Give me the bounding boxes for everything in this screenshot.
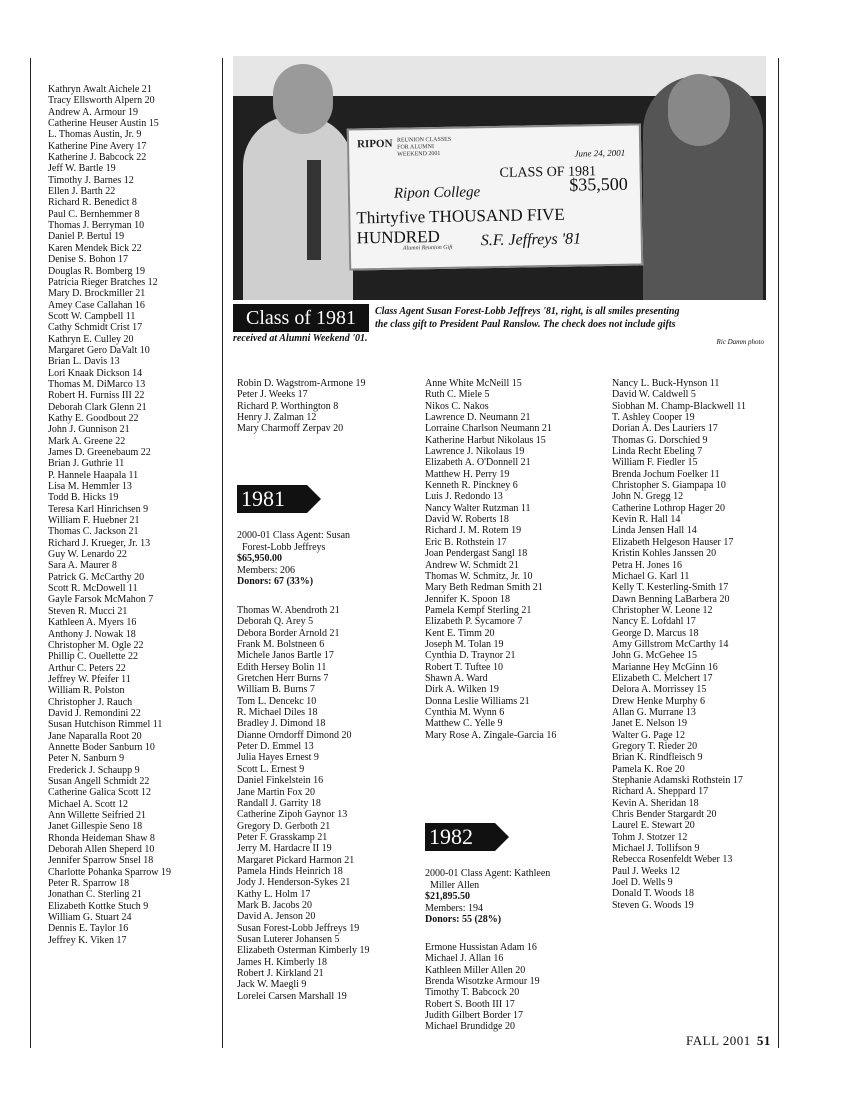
- donor-name: Catherine Lothrop Hager 20: [612, 502, 726, 514]
- donor-name: Susan Forest-Lobb Jeffreys 19: [237, 922, 360, 934]
- donor-name: William F. Fiedler 15: [612, 457, 698, 469]
- donor-name: Eric B. Rothstein 17: [425, 536, 507, 548]
- donor-name: Kathleen Miller Allen 20: [425, 964, 526, 976]
- donor-name: Luis J. Redondo 13: [425, 491, 503, 503]
- donor-name: Siobhan M. Champ-Blackwell 11: [612, 400, 747, 412]
- donor-name: Mark A. Greene 22: [48, 435, 126, 447]
- donor-name: Pamela Hinds Heinrich 18: [237, 865, 343, 877]
- donor-name: Jack W. Maegli 9: [237, 979, 307, 991]
- donor-name: Jennifer Sparrow Snsel 18: [48, 855, 154, 867]
- donor-name: P. Hannele Haapala 11: [48, 469, 139, 481]
- donor-name: Jane Naparalla Root 20: [48, 730, 142, 742]
- donor-name: Matthew H. Perry 19: [425, 468, 510, 480]
- donor-name: Lorelei Carsen Marshall 19: [237, 990, 347, 1002]
- donor-name: Frank M. Bolstneen 6: [237, 639, 325, 651]
- donor-name: Allan G. Murrane 13: [612, 706, 696, 718]
- donor-name: Scott W. Campbell 11: [48, 310, 136, 322]
- donor-name: Amey Case Callahan 16: [48, 299, 145, 311]
- donor-name: Dianne Orndorff Dimond 20: [237, 729, 352, 741]
- donor-name: Timothy J. Barnes 12: [48, 174, 134, 186]
- donor-name: Nikos C. Nakos: [425, 400, 489, 412]
- donor-name: Deborah Clark Glenn 21: [48, 401, 147, 413]
- donor-name: Laurel E. Stewart 20: [612, 820, 695, 832]
- column-3-bottom-list: [425, 942, 603, 1033]
- column-1-donor-list: [48, 84, 216, 946]
- donor-name: Richard A. Sheppard 17: [612, 786, 709, 798]
- donor-name: Lawrence J. Nikolaus 19: [425, 446, 525, 458]
- donor-name: Donald T. Woods 18: [612, 888, 694, 900]
- donor-name: Robert S. Booth III 17: [425, 998, 515, 1010]
- donor-name: David A. Jenson 20: [237, 911, 316, 923]
- donor-name: Kevin R. Hall 14: [612, 514, 681, 526]
- donor-name: Gayle Farsok McMahon 7: [48, 594, 154, 606]
- caption-line-3: received at Alumni Weekend '01.: [233, 333, 368, 344]
- donor-name: Mark B. Jacobs 20: [237, 899, 312, 911]
- donor-name: Jeffrey W. Pfeifer 11: [48, 673, 131, 685]
- class-1981-agent-info: 2000-01 Class Agent: Susan Forest-Lobb Jeffreys $65,950.00 Members: 206 Donors: 67 (33%): [237, 530, 351, 587]
- column-4-donor-list: [612, 378, 772, 911]
- donor-name: Brenda Wisotzke Armour 19: [425, 976, 540, 988]
- donor-name: Kristin Kohles Janssen 20: [612, 548, 717, 560]
- donor-name: Annette Boder Sanburn 10: [48, 741, 155, 753]
- donor-name: Gregory D. Gerboth 21: [237, 820, 331, 832]
- donor-name: James H. Kimberly 18: [237, 956, 327, 968]
- donor-name: Elizabeth Helgeson Hauser 17: [612, 536, 734, 548]
- donor-name: Edith Hersey Bolin 11: [237, 661, 327, 673]
- check-college: Ripon College: [393, 184, 481, 202]
- donor-name: David W. Roberts 18: [425, 514, 509, 526]
- donor-name: Robert H. Furniss III 22: [48, 390, 145, 402]
- donor-name: Robert T. Tuftee 10: [425, 661, 503, 673]
- donor-name: Judith Gilbert Border 17: [425, 1010, 524, 1022]
- donor-name: Elizabeth C. Melchert 17: [612, 672, 713, 684]
- donor-name: Christopher W. Leone 12: [612, 604, 713, 616]
- donor-name: Douglas R. Bomberg 19: [48, 265, 146, 277]
- donor-name: Thomas C. Jackson 21: [48, 526, 139, 538]
- left-column-rule: [30, 58, 31, 1048]
- donor-name: Deborah Q. Arey 5: [237, 616, 314, 628]
- donor-name: Kathleen A. Myers 16: [48, 617, 137, 629]
- donor-name: Steven R. Mucci 21: [48, 605, 128, 617]
- donor-name: Pamela Kempf Sterling 21: [425, 604, 532, 616]
- donor-name: Rhonda Heideman Shaw 8: [48, 832, 155, 844]
- donor-name: Nancy Walter Rutzman 11: [425, 502, 531, 514]
- column-2-top-list: [237, 378, 412, 435]
- check-logo: RIPON: [356, 137, 393, 151]
- donor-name: David J. Remondini 22: [48, 707, 141, 719]
- donor-name: Arthur C. Peters 22: [48, 662, 126, 674]
- donor-name: Michele Janos Bartle 17: [237, 650, 334, 662]
- donor-name: Kelly T. Kesterling-Smith 17: [612, 582, 729, 594]
- donor-name: Thomas M. DiMarco 13: [48, 378, 146, 390]
- class-1982-agent-info: 2000-01 Class Agent: Kathleen Miller Allen $21,895.50 Members: 194 Donors: 55 (28%): [425, 868, 551, 925]
- donor-name: Tohm J. Stotzer 12: [612, 831, 688, 843]
- donor-name: Donna Leslie Williams 21: [425, 695, 530, 707]
- donor-name: Linda Recht Ebeling 7: [612, 446, 703, 458]
- donor-name: Denise S. Bohon 17: [48, 254, 128, 266]
- donor-name: Peter N. Sanburn 9: [48, 753, 125, 765]
- caption-line-2: the class gift to President Paul Ranslow. The check does not include gifts: [375, 319, 676, 330]
- donor-name: Mary Beth Redman Smith 21: [425, 582, 543, 594]
- donor-name: Patrick G. McCarthy 20: [48, 571, 145, 583]
- donor-name: Joan Pendergast Sangl 18: [425, 548, 528, 560]
- donor-name: Susan Hutchison Rimmel 11: [48, 719, 163, 731]
- donor-name: Kathryn Awalt Aichele 21: [48, 84, 152, 95]
- donor-name: Michael J. Tollifson 9: [612, 843, 700, 855]
- donor-name: Randall J. Garrity 18: [237, 797, 321, 809]
- donor-name: David W. Caldwell 5: [612, 389, 696, 401]
- oversized-check: [347, 123, 643, 270]
- donor-name: Peter F. Grasskamp 21: [237, 831, 328, 843]
- donor-name: Kenneth R. Pinckney 6: [425, 480, 518, 492]
- check-header: REUNION CLASSES FOR ALUMNI WEEKEND 2001: [396, 136, 452, 158]
- donor-name: John G. McGehee 15: [612, 650, 697, 662]
- donor-name: Michael G. Karl 11: [612, 570, 690, 582]
- donor-name: Robin D. Wagstrom-Armone 19: [237, 378, 366, 389]
- donor-name: Gretchen Herr Burns 7: [237, 673, 329, 685]
- donor-name: Marianne Hey McGinn 16: [612, 661, 718, 673]
- donor-name: Dawn Benning LaBarbera 20: [612, 593, 730, 605]
- donor-name: John J. Gunnison 21: [48, 424, 130, 436]
- donor-name: Catherine Zipoh Gaynor 13: [237, 809, 348, 821]
- donor-name: Richard R. Benedict 8: [48, 197, 137, 209]
- donor-name: James D. Greenebaum 22: [48, 447, 151, 458]
- year-1982-tag: 1982: [425, 823, 495, 851]
- donor-name: Christopher J. Rauch: [48, 696, 133, 708]
- donor-name: T. Ashley Cooper 19: [612, 412, 695, 424]
- donor-name: Lorraine Charlson Neumann 21: [425, 423, 552, 435]
- donor-name: Guy W. Lenardo 22: [48, 549, 127, 561]
- donor-name: Mary Charmoff Zerpav 20: [237, 423, 344, 435]
- donor-name: William R. Polston: [48, 685, 125, 697]
- donor-name: Brian J. Guthrie 11: [48, 458, 125, 470]
- donor-name: Debora Border Arnold 21: [237, 627, 340, 639]
- donor-name: Jeff W. Bartle 19: [48, 163, 116, 175]
- donor-name: Ruth C. Miele 5: [425, 389, 490, 401]
- donor-name: Andrew A. Armour 19: [48, 106, 138, 118]
- donor-name: Frederick J. Schaupp 9: [48, 764, 140, 776]
- donor-name: Joel D. Wells 9: [612, 877, 673, 889]
- donor-name: Kathy E. Goodbout 22: [48, 412, 139, 424]
- donor-name: Elizabeth A. O'Donnell 21: [425, 457, 531, 469]
- donor-name: Gregory T. Rieder 20: [612, 741, 698, 752]
- donor-name: Jerry M. Hardacre II 19: [237, 843, 332, 855]
- check-memo: Alumni Reunion Gift: [402, 244, 453, 252]
- donor-name: Scott R. McDowell 11: [48, 583, 138, 595]
- photo-credit: Ric Damm photo: [716, 338, 764, 346]
- donor-name: Catherine Galica Scott 12: [48, 787, 152, 799]
- photo-caption: [233, 300, 766, 350]
- donor-name: Drew Henke Murphy 6: [612, 695, 706, 707]
- donor-name: Lawrence D. Neumann 21: [425, 412, 531, 424]
- donor-name: Kevin A. Sheridan 18: [612, 797, 699, 809]
- donor-name: Elizabeth P. Sycamore 7: [425, 616, 523, 628]
- donor-name: Steven G. Woods 19: [612, 899, 694, 911]
- donor-name: Jeffrey K. Viken 17: [48, 934, 127, 946]
- caption-line-1: Class Agent Susan Forest-Lobb Jeffreys '81, right, is all smiles presenting: [375, 306, 680, 317]
- donor-name: Dirk A. Wilken 19: [425, 684, 499, 696]
- donor-name: Walter G. Page 12: [612, 729, 686, 741]
- column-3-top-list: [425, 378, 603, 741]
- donor-name: Jane Martin Fox 20: [237, 786, 316, 798]
- donor-name: Susan Luterer Johansen 5: [237, 933, 340, 945]
- donor-name: Petra H. Jones 16: [612, 559, 682, 571]
- photo-tie: [307, 160, 321, 260]
- donor-name: Michael A. Scott 12: [48, 798, 128, 810]
- donor-name: Phillip C. Ouellette 22: [48, 651, 138, 663]
- donor-name: Ellen J. Barth 22: [48, 186, 116, 198]
- donor-name: Thomas W. Abendroth 21: [237, 605, 340, 616]
- photo-person-left: [243, 116, 353, 300]
- donor-name: Brenda Jochum Foelker 11: [612, 468, 720, 480]
- column-2-donor-list: [237, 605, 417, 1002]
- donor-name: Julia Hayes Ernest 9: [237, 752, 319, 764]
- donor-name: Nancy L. Buck-Hynson 11: [612, 378, 720, 389]
- donor-name: Robert J. Kirkland 21: [237, 968, 324, 979]
- donor-name: Amy Gillstrom McCarthy 14: [612, 638, 729, 650]
- donor-name: Katherine J. Babcock 22: [48, 152, 147, 164]
- donor-name: Thomas G. Dorschied 9: [612, 434, 708, 446]
- donor-name: William B. Burns 7: [237, 684, 315, 696]
- donor-name: Christopher S. Giampapa 10: [612, 480, 726, 492]
- donor-name: Tom L. Dencekc 10: [237, 695, 317, 707]
- donor-name: Ermone Hussistan Adam 16: [425, 942, 537, 953]
- donor-name: R. Michael Diles 18: [237, 707, 318, 719]
- donor-name: Paul C. Bernhemmer 8: [48, 208, 140, 220]
- donor-name: Brian K. Rindfleisch 9: [612, 752, 703, 764]
- donor-name: Susan Angell Schmidt 22: [48, 775, 150, 787]
- donor-name: Thomas J. Berryman 10: [48, 220, 145, 232]
- page-number: 51: [756, 1033, 771, 1048]
- donor-name: Timothy T. Babcock 20: [425, 987, 520, 999]
- donor-name: Patricia Rieger Bratches 12: [48, 276, 158, 288]
- class-of-1981-tag: Class of 1981: [233, 304, 369, 332]
- donor-name: Cynthia D. Traynor 21: [425, 650, 516, 662]
- photo-person-left-head: [273, 64, 333, 134]
- donor-name: Deborah Allen Sheperd 10: [48, 844, 155, 856]
- donor-name: William G. Stuart 24: [48, 912, 132, 924]
- donor-name: L. Thomas Austin, Jr. 9: [48, 129, 142, 141]
- donor-name: Sara A. Maurer 8: [48, 560, 117, 572]
- check-amount: $35,500: [569, 173, 628, 195]
- donor-name: Matthew C. Yelle 9: [425, 718, 503, 730]
- donor-name: Peter R. Sparrow 18: [48, 878, 130, 890]
- donor-name: Peter J. Weeks 17: [237, 389, 308, 401]
- donor-name: Christopher M. Ogle 22: [48, 639, 144, 651]
- donor-name: Margaret Gero DaValt 10: [48, 344, 150, 356]
- donor-name: Shawn A. Ward: [425, 672, 488, 684]
- donor-name: Brian L. Davis 13: [48, 356, 120, 368]
- donor-name: Rebecca Rosenfeldt Weber 13: [612, 854, 733, 866]
- divider-rule-right: [778, 58, 779, 1048]
- year-1981-tag: 1981: [237, 485, 307, 513]
- donor-name: Jonathan C. Sterling 21: [48, 889, 142, 901]
- donor-name: Jennifer K. Spoon 18: [425, 593, 510, 605]
- donor-name: Dennis E. Taylor 16: [48, 923, 129, 935]
- donor-name: Delora A. Morrissey 15: [612, 684, 707, 696]
- donor-name: Paul J. Weeks 12: [612, 865, 680, 877]
- check-words: Thirtyfive THOUSAND FIVE HUNDRED: [356, 204, 565, 248]
- donor-name: Daniel Finkelstein 16: [237, 775, 324, 787]
- issue-label: FALL 2001: [686, 1033, 751, 1048]
- donor-name: Lori Knaak Dickson 14: [48, 367, 143, 379]
- donor-name: Teresa Karl Hinrichsen 9: [48, 503, 149, 515]
- donor-name: Catherine Heuser Austin 15: [48, 118, 159, 130]
- donor-name: Cathy Schmidt Crist 17: [48, 322, 143, 334]
- donor-name: Daniel P. Bertul 19: [48, 231, 125, 243]
- donor-name: Nancy E. Lofdahl 17: [612, 616, 696, 628]
- donor-name: Karen Mendek Bick 22: [48, 242, 142, 254]
- donor-name: Janet E. Nelson 19: [612, 718, 687, 730]
- donor-name: Henry J. Zalman 12: [237, 412, 317, 424]
- donor-name: Elizabeth Osterman Kimberly 19: [237, 945, 370, 957]
- donor-name: Joseph M. Tolan 19: [425, 638, 504, 650]
- donor-name: Richard J. Krueger, Jr. 13: [48, 537, 151, 549]
- donor-name: Todd B. Hicks 19: [48, 492, 119, 504]
- donor-name: Ann Willette Seifried 21: [48, 810, 147, 821]
- donor-name: Michael J. Allan 16: [425, 953, 504, 965]
- donor-name: Janet Gillespie Seno 18: [48, 821, 143, 833]
- photo-person-right-head: [668, 74, 730, 146]
- donor-name: Charlotte Pohanka Sparrow 19: [48, 866, 172, 878]
- donor-name: Dorian A. Des Lauriers 17: [612, 423, 718, 435]
- donor-name: Margaret Pickard Harmon 21: [237, 854, 355, 866]
- donor-name: Elizabeth Kottke Stuch 9: [48, 900, 149, 912]
- donor-name: Kathryn E. Culley 20: [48, 333, 134, 345]
- donor-name: Scott L. Ernest 9: [237, 763, 305, 775]
- divider-rule-1: [222, 58, 223, 1048]
- donor-name: Thomas W. Schmitz, Jr. 10: [425, 570, 533, 582]
- check-signature: S.F. Jeffreys '81: [480, 230, 582, 250]
- donor-name: William F. Huebner 21: [48, 515, 140, 527]
- donor-name: Jody J. Henderson-Sykes 21: [237, 877, 351, 889]
- donor-name: Peter D. Emmel 13: [237, 741, 314, 753]
- donor-name: Richard P. Worthington 8: [237, 400, 339, 412]
- donor-name: Richard J. M. Rotem 19: [425, 525, 522, 537]
- donor-name: Kent E. Timm 20: [425, 627, 495, 639]
- donor-name: Andrew W. Schmidt 21: [425, 559, 519, 571]
- donor-name: Tracy Ellsworth Alpern 20: [48, 95, 155, 107]
- donor-name: Mary Rose A. Zingale-Garcia 16: [425, 729, 557, 741]
- donor-name: Katherine Pine Avery 17: [48, 140, 147, 152]
- page-footer: [686, 1033, 771, 1049]
- donor-name: Linda Jensen Hall 14: [612, 525, 697, 537]
- donor-name: Anthony J. Nowak 18: [48, 628, 136, 640]
- class-gift-photo: [233, 56, 766, 300]
- donor-name: Cynthia M. Wynn 6: [425, 706, 505, 718]
- donor-name: Chris Bender Stargardt 20: [612, 809, 717, 821]
- donor-name: Pamela K. Roe 20: [612, 763, 685, 775]
- donor-name: Kathy L. Holm 17: [237, 888, 311, 900]
- donor-name: Lisa M. Hemmler 13: [48, 481, 132, 493]
- donor-name: Michael Brundidge 20: [425, 1021, 515, 1033]
- donor-name: John N. Gregg 12: [612, 491, 684, 503]
- check-class: CLASS OF 1981: [499, 164, 597, 181]
- donor-name: Bradley J. Dimond 18: [237, 718, 326, 730]
- donor-name: George D. Marcus 18: [612, 627, 699, 639]
- donor-name: Anne White McNeill 15: [425, 378, 522, 389]
- donor-name: Stephanie Adamski Rothstein 17: [612, 775, 743, 787]
- check-date: June 24, 2001: [574, 147, 626, 159]
- donor-name: Katherine Harbut Nikolaus 15: [425, 434, 546, 446]
- donor-name: Mary D. Brockmiller 21: [48, 288, 146, 300]
